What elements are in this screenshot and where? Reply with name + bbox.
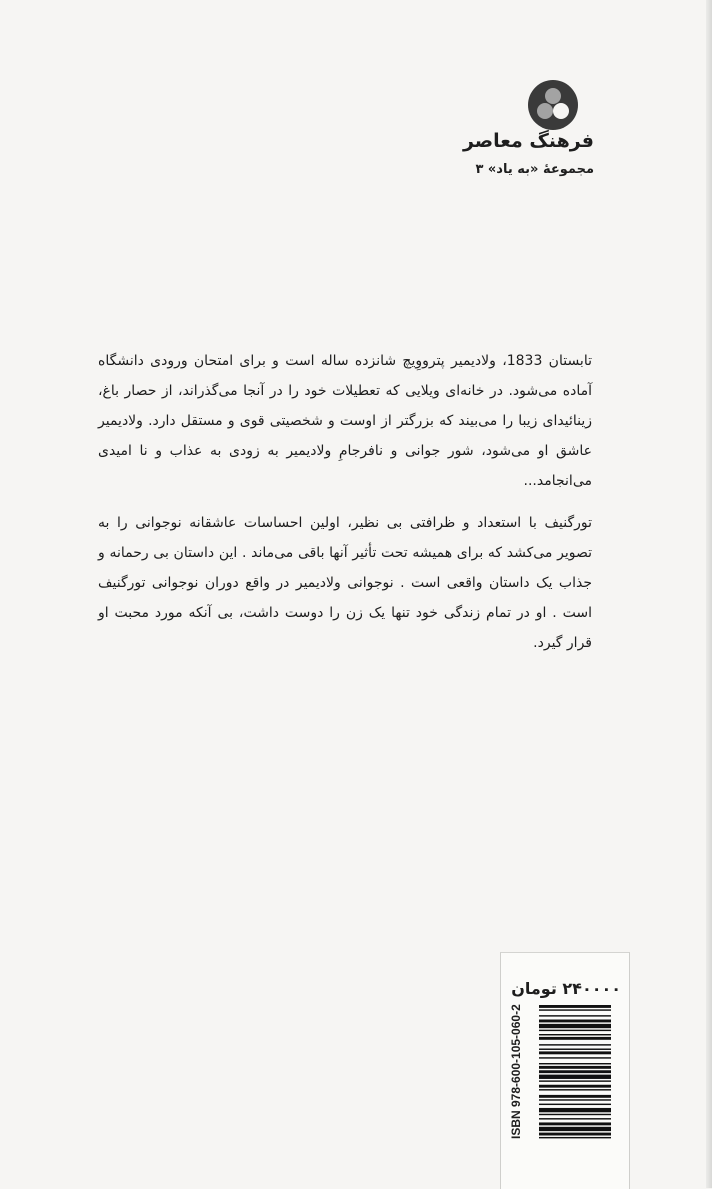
barcode-bar xyxy=(539,1070,611,1073)
barcode-bar xyxy=(539,1034,611,1035)
barcode-bar xyxy=(539,1089,611,1090)
barcode-bar xyxy=(539,1108,611,1112)
barcode-bar xyxy=(539,1095,611,1098)
publisher-logo-icon xyxy=(526,78,580,132)
barcode-bar xyxy=(539,1020,611,1023)
barcode-bar xyxy=(539,1137,611,1138)
publisher-name: فرهنگ معاصر xyxy=(462,130,594,152)
barcode-bar xyxy=(539,1051,611,1054)
publisher-block xyxy=(462,78,594,188)
barcode-bar xyxy=(539,1085,611,1088)
price-label: ۲۴۰۰۰۰ تومان xyxy=(511,979,621,998)
isbn-label: ISBN 978-600-105-060-2 xyxy=(509,1004,523,1139)
blurb-paragraph-1: تابستان 1833، ولادیمیر پترووِیچ شانزده ساله است و برای امتحان ورودی دانشگاه آماده می‌شود. در خانه‌ای ویلایی که تعطیلات خود را در آنجا می‌گذراند، از حصار باغ، زینائیدای زیبا را می‌بیند که بزرگتر از اوست و شخصیتی قوی و مستقل دارد. ولادیمیر عاشق او می‌شود، شور جوانی و نافرجامِ ولادیمیر به زودی به عذاب و نا امیدی می‌انجامد... xyxy=(98,353,592,489)
barcode-bar xyxy=(539,1127,611,1131)
barcode-bar xyxy=(539,1024,611,1028)
barcode-bar xyxy=(539,1075,611,1079)
barcode-bar xyxy=(539,1122,611,1125)
series-name: مجموعهٔ «به یاد» ۳ xyxy=(475,162,594,177)
back-cover-blurb xyxy=(98,346,592,658)
barcode-bar xyxy=(539,1063,611,1064)
barcode-bar xyxy=(539,1114,611,1115)
barcode-bar xyxy=(539,1037,611,1040)
barcode-bar xyxy=(539,1015,611,1016)
barcode-bar xyxy=(539,1133,611,1136)
price-barcode-sticker xyxy=(500,952,630,1189)
blurb-paragraph-2: تورگنیف با استعداد و ظرافتی بی نظیر، اولین احساسات عاشقانه نوجوانی را به تصویر می‌کشد که برای همیشه تحت تأثیر آنها باقی می‌ماند . این داستان بی رحمانه و جذاب یک داستان واقعی است . نوجوانی ولادیمیر در واقع دوران نوجوانی تورگنیف است . او در تمام زندگی خود تنها یک زن را دوست داشت، بی آنکه مورد محبت او قرار گیرد. xyxy=(98,515,592,651)
barcode-bar xyxy=(539,1044,611,1045)
page-edge xyxy=(706,0,712,1188)
barcode-bar xyxy=(539,1099,611,1100)
barcode-bar xyxy=(539,1009,611,1010)
barcode-bar xyxy=(539,1080,611,1081)
barcode-bar xyxy=(539,1030,611,1031)
barcode-bar xyxy=(539,1104,611,1105)
barcode-bar xyxy=(539,1066,611,1069)
barcode-bar xyxy=(539,1049,611,1050)
barcode-bar xyxy=(539,1057,611,1058)
barcode-bar xyxy=(539,1005,611,1008)
barcode-bar xyxy=(539,1118,611,1119)
barcode-graphic xyxy=(539,1003,611,1189)
